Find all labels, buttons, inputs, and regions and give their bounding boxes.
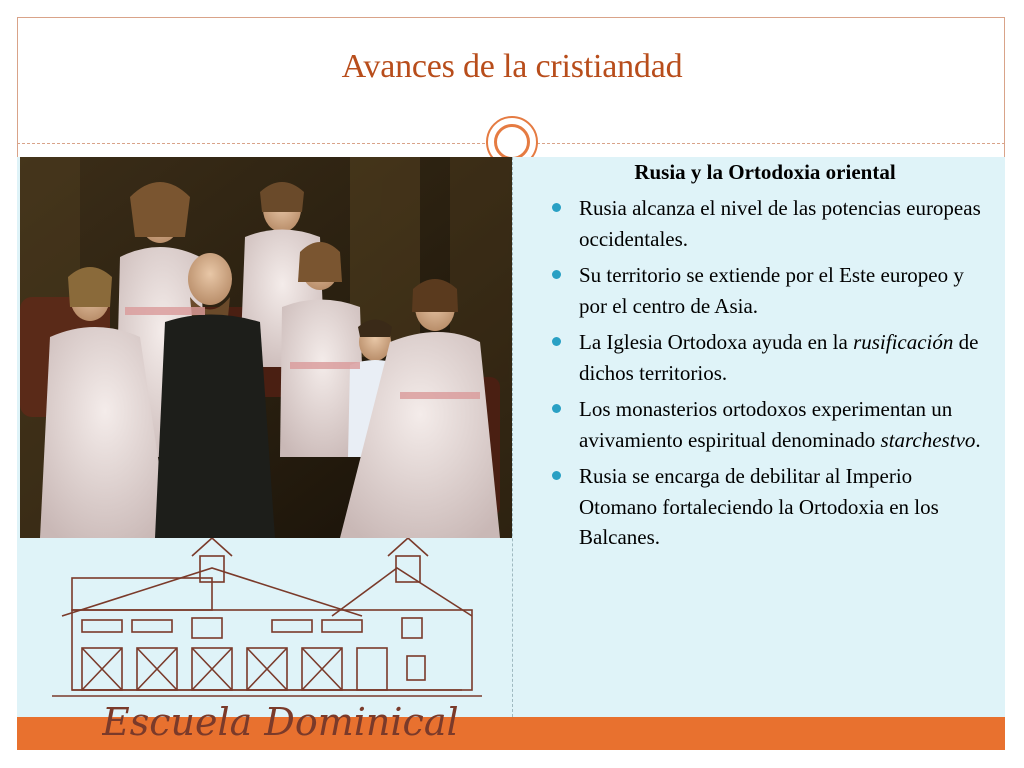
family-portrait-photo (20, 157, 512, 538)
bullet-item (540, 327, 990, 388)
bullet-item (540, 260, 990, 321)
bullet-item (540, 461, 990, 553)
bullet-text: La Iglesia Ortodoxa ayuda en la (579, 330, 854, 354)
column-divider (512, 157, 513, 717)
bullet-item (540, 394, 990, 455)
bullet-dot-icon (552, 270, 561, 279)
bullet-list (540, 193, 990, 553)
bullet-dot-icon (552, 404, 561, 413)
bullet-text: Su territorio se extiende por el Este europeo y por el centro de Asia. (579, 263, 964, 318)
bullet-dot-icon (552, 203, 561, 212)
bullet-text: starchestvo (880, 427, 976, 452)
bullet-text: Rusia se encarga de debilitar al Imperio Otomano fortaleciendo la Ortodoxia en los Balcanes. (579, 464, 939, 549)
bullet-dot-icon (552, 337, 561, 346)
church-drawing-logo (52, 538, 482, 708)
bullet-text: de dichos territorios. (579, 330, 979, 385)
bullet-text: Los monasterios ortodoxos experimentan un avivamiento espiritual denominado (579, 397, 953, 452)
content-text-panel (540, 160, 990, 559)
bullet-text: . (975, 427, 981, 452)
slide-title: Avances de la cristiandad (341, 48, 683, 85)
bullet-item (540, 193, 990, 254)
bullet-text: rusificación (853, 330, 954, 354)
logo-text: Escuela Dominical (102, 700, 459, 744)
bullet-dot-icon (552, 471, 561, 480)
section-subheading: Rusia y la Ortodoxia oriental (634, 160, 896, 184)
bullet-text: Rusia alcanza el nivel de las potencias europeas occidentales. (579, 196, 981, 251)
escuela-dominical-wordmark (102, 693, 482, 749)
